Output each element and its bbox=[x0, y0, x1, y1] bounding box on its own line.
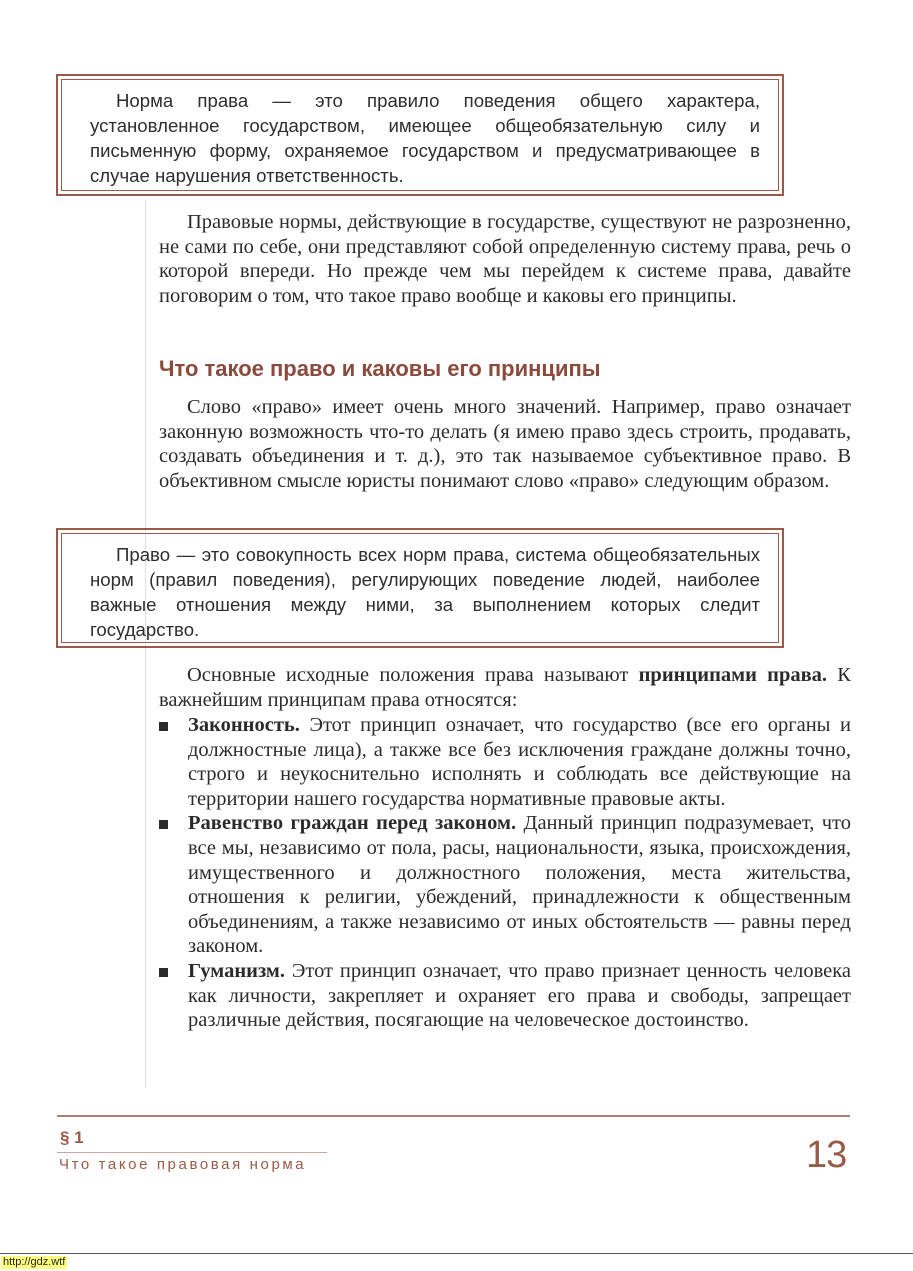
footer-sub-divider bbox=[57, 1152, 327, 1153]
footer-chapter-title: Что такое правовая норма bbox=[59, 1156, 307, 1173]
square-bullet-icon bbox=[159, 722, 168, 731]
principle-term: Равенство граждан перед законом. bbox=[188, 812, 517, 835]
paragraph-legal-system: Правовые нормы, действующие в государстве, существуют не разрозненно, не сами по себе, они представляют собой определенную систему права, речь о которой впереди. Но прежде чем мы перейдем к системе права, давайте поговорим о том, что такое право вообще и каковы его принципы. bbox=[159, 211, 851, 307]
square-bullet-icon bbox=[159, 968, 168, 977]
section-heading: Что такое право и каковы его принципы bbox=[159, 356, 601, 381]
intro-text-end: К важнейшим принципам права относятся: bbox=[159, 664, 851, 711]
definition-box-inner bbox=[61, 533, 779, 643]
footer-section-number: § 1 bbox=[60, 1128, 84, 1147]
principle-text: Этот принцип означает, что государство (все его органы и должностные лица), а также все без исключения граждане должны точно, строго и неукоснительно исполнять и соблюдать все действующие на территории нашего государства нормативные правовые акты. bbox=[188, 714, 851, 810]
watermark-link[interactable]: http://gdz.wtf bbox=[3, 1256, 66, 1268]
intro-term: принципами права. bbox=[638, 664, 828, 686]
page-number: 13 bbox=[806, 1134, 847, 1176]
paragraph-principles-intro bbox=[159, 663, 851, 712]
intro-text: Основные исходные положения права называют bbox=[187, 664, 639, 686]
footer-divider bbox=[57, 1115, 850, 1117]
principle-term: Законность. bbox=[188, 714, 300, 736]
list-item-legality bbox=[159, 713, 851, 811]
principle-text: Данный принцип подразумевает, что все мы, независимо от пола, расы, национальности, языка, происхождения, имущественного и должностного положения, места жительства, отношения к религии, убеждений, принадлежности к общественным объединениям, а также независимо от иных обстоятельств — равны перед законом. bbox=[188, 812, 851, 958]
definition-box-law bbox=[56, 528, 784, 648]
definition-box-inner bbox=[61, 79, 779, 191]
definition-box-norm bbox=[56, 74, 784, 196]
list-item-equality bbox=[159, 811, 851, 959]
definition-text-norm: Норма права — это правило поведения общего характера, установленное государством, имеющее общеобязательную силу и письменную форму, охраняемое государством и предусматривающее в случае нарушения ответственность. bbox=[90, 90, 760, 186]
list-item-humanism bbox=[159, 959, 851, 1033]
scan-bottom-line bbox=[0, 1253, 913, 1254]
paragraph-word-law: Слово «право» имеет очень много значений. Например, право означает законную возможность что-то делать (я имею право здесь строить, продавать, создавать объединения и т. д.), это так называемое субъективное право. В объективном смысле юристы понимают слово «право» следующим образом. bbox=[159, 396, 851, 492]
principle-text: Этот принцип означает, что право признает ценность человека как личности, закрепляет и охраняет его права и свободы, запрещает различные действия, посягающие на человеческое достоинство. bbox=[188, 959, 851, 1032]
principle-term: Гуманизм. bbox=[188, 959, 285, 982]
definition-text-law: Право — это совокупность всех норм права, система общеобязательных норм (правил поведения), регулирующих поведение людей, наиболее важные отношения между ними, за выполнением которых следит государство. bbox=[90, 544, 760, 640]
principles-list bbox=[159, 713, 851, 1033]
square-bullet-icon bbox=[159, 820, 168, 829]
